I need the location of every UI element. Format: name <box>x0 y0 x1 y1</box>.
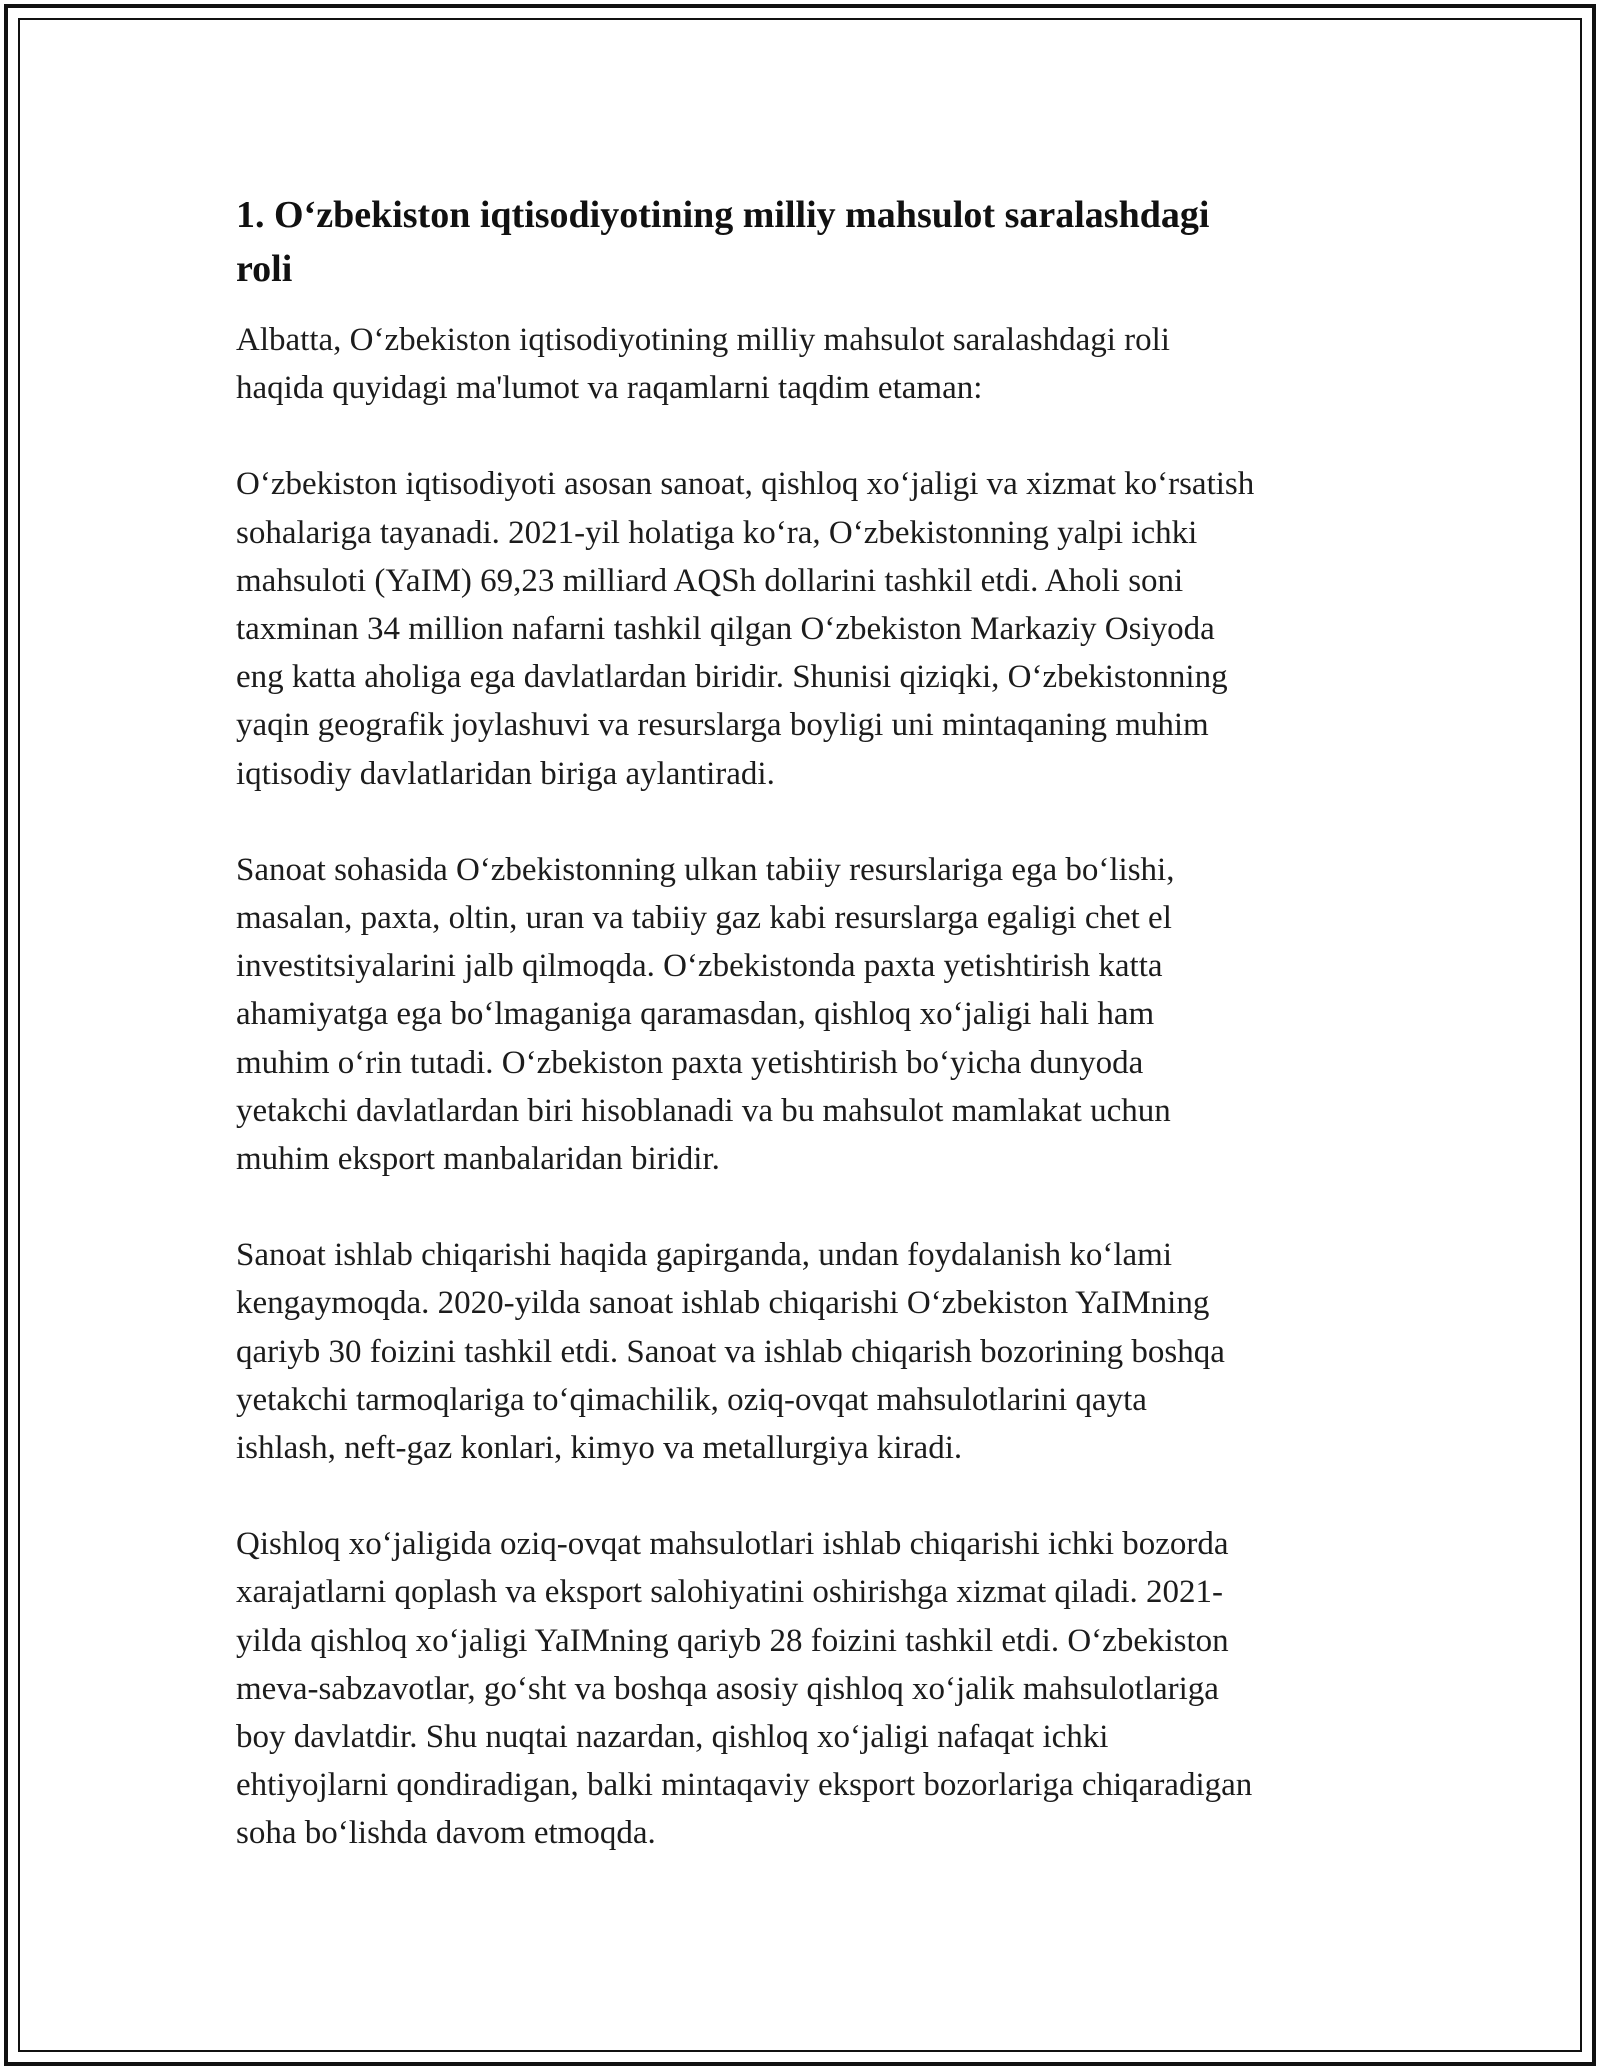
paragraph-intro: Albatta, O‘zbekiston iqtisodiyotining milliy mahsulot saralashdagi roli haqida quyidagi ma'lumot va raqamlarni taqdim etaman: <box>236 322 1170 407</box>
paragraph-economy-overview: O‘zbekiston iqtisodiyoti asosan sanoat, qishloq xo‘jaligi va xizmat ko‘rsatish sohalariga tayanadi. 2021-yil holatiga ko‘ra, O‘zbekistonning yalpi ichki mahsuloti (YaIM) 69,23 milliard AQSh dollarini tashkil etdi. Aholi soni taxminan 34 million nafarni tashkil qilgan O‘zbekiston Markaziy Osiyoda eng katta aholiga ega davlatlardan biridir. Shunisi qiziqki, O‘zbekistonning yaqin geografik joylashuvi va resurslarga boyligi uni mintaqaning muhim iqtisodiy davlatlaridan biriga aylantiradi. <box>236 466 1255 792</box>
section-heading: 1. O‘zbekiston iqtisodiyotining milliy mahsulot saralashdagi roli <box>236 194 1210 290</box>
paragraph-industrial-production: Sanoat ishlab chiqarishi haqida gapirganda, undan foydalanish ko‘lami kengaymoqda. 2020-yilda sanoat ishlab chiqarishi O‘zbekiston YaIMning qariyb 30 foizini tashkil etdi. Sanoat va ishlab chiqarish bozorining boshqa yetakchi tarmoqlariga to‘qimachilik, oziq-ovqat mahsulotlarini qayta ishlash, neft-gaz konlari, kimyo va metallurgiya kiradi. <box>236 1237 1225 1467</box>
paragraph-agriculture: Qishloq xo‘jaligida oziq-ovqat mahsulotlari ishlab chiqarishi ichki bozorda xarajatlarni qoplash va eksport salohiyatini oshirishga xizmat qiladi. 2021- yilda qishloq xo‘jaligi YaIMning qariyb 28 foizini tashkil etdi. O‘zbekiston meva-sabzavotlar, go‘sht va boshqa asosiy qishloq xo‘jalik mahsulotlariga boy davlatdir. Shu nuqtai nazardan, qishloq xo‘jaligi nafaqat ichki ehtiyojlarni qondiradigan, balki mintaqaviy eksport bozorlariga chiqaradigan soha bo‘lishda davom etmoqda. <box>236 1526 1253 1852</box>
paragraph-industry-resources: Sanoat sohasida O‘zbekistonning ulkan tabiiy resurslariga ega bo‘lishi, masalan, paxta, oltin, uran va tabiiy gaz kabi resurslarga egaligi chet el investitsiyalarini jalb qilmoqda. O‘zbekistonda paxta yetishtirish katta ahamiyatga ega bo‘lmaganiga qaramasdan, qishloq xo‘jaligi hali ham muhim o‘rin tutadi. O‘zbekiston paxta yetishtirish bo‘yicha dunyoda yetakchi davlatlardan biri hisoblanadi va bu mahsulot mamlakat uchun muhim eksport manbalaridan biridir. <box>236 851 1175 1178</box>
document-body <box>236 188 1376 1906</box>
